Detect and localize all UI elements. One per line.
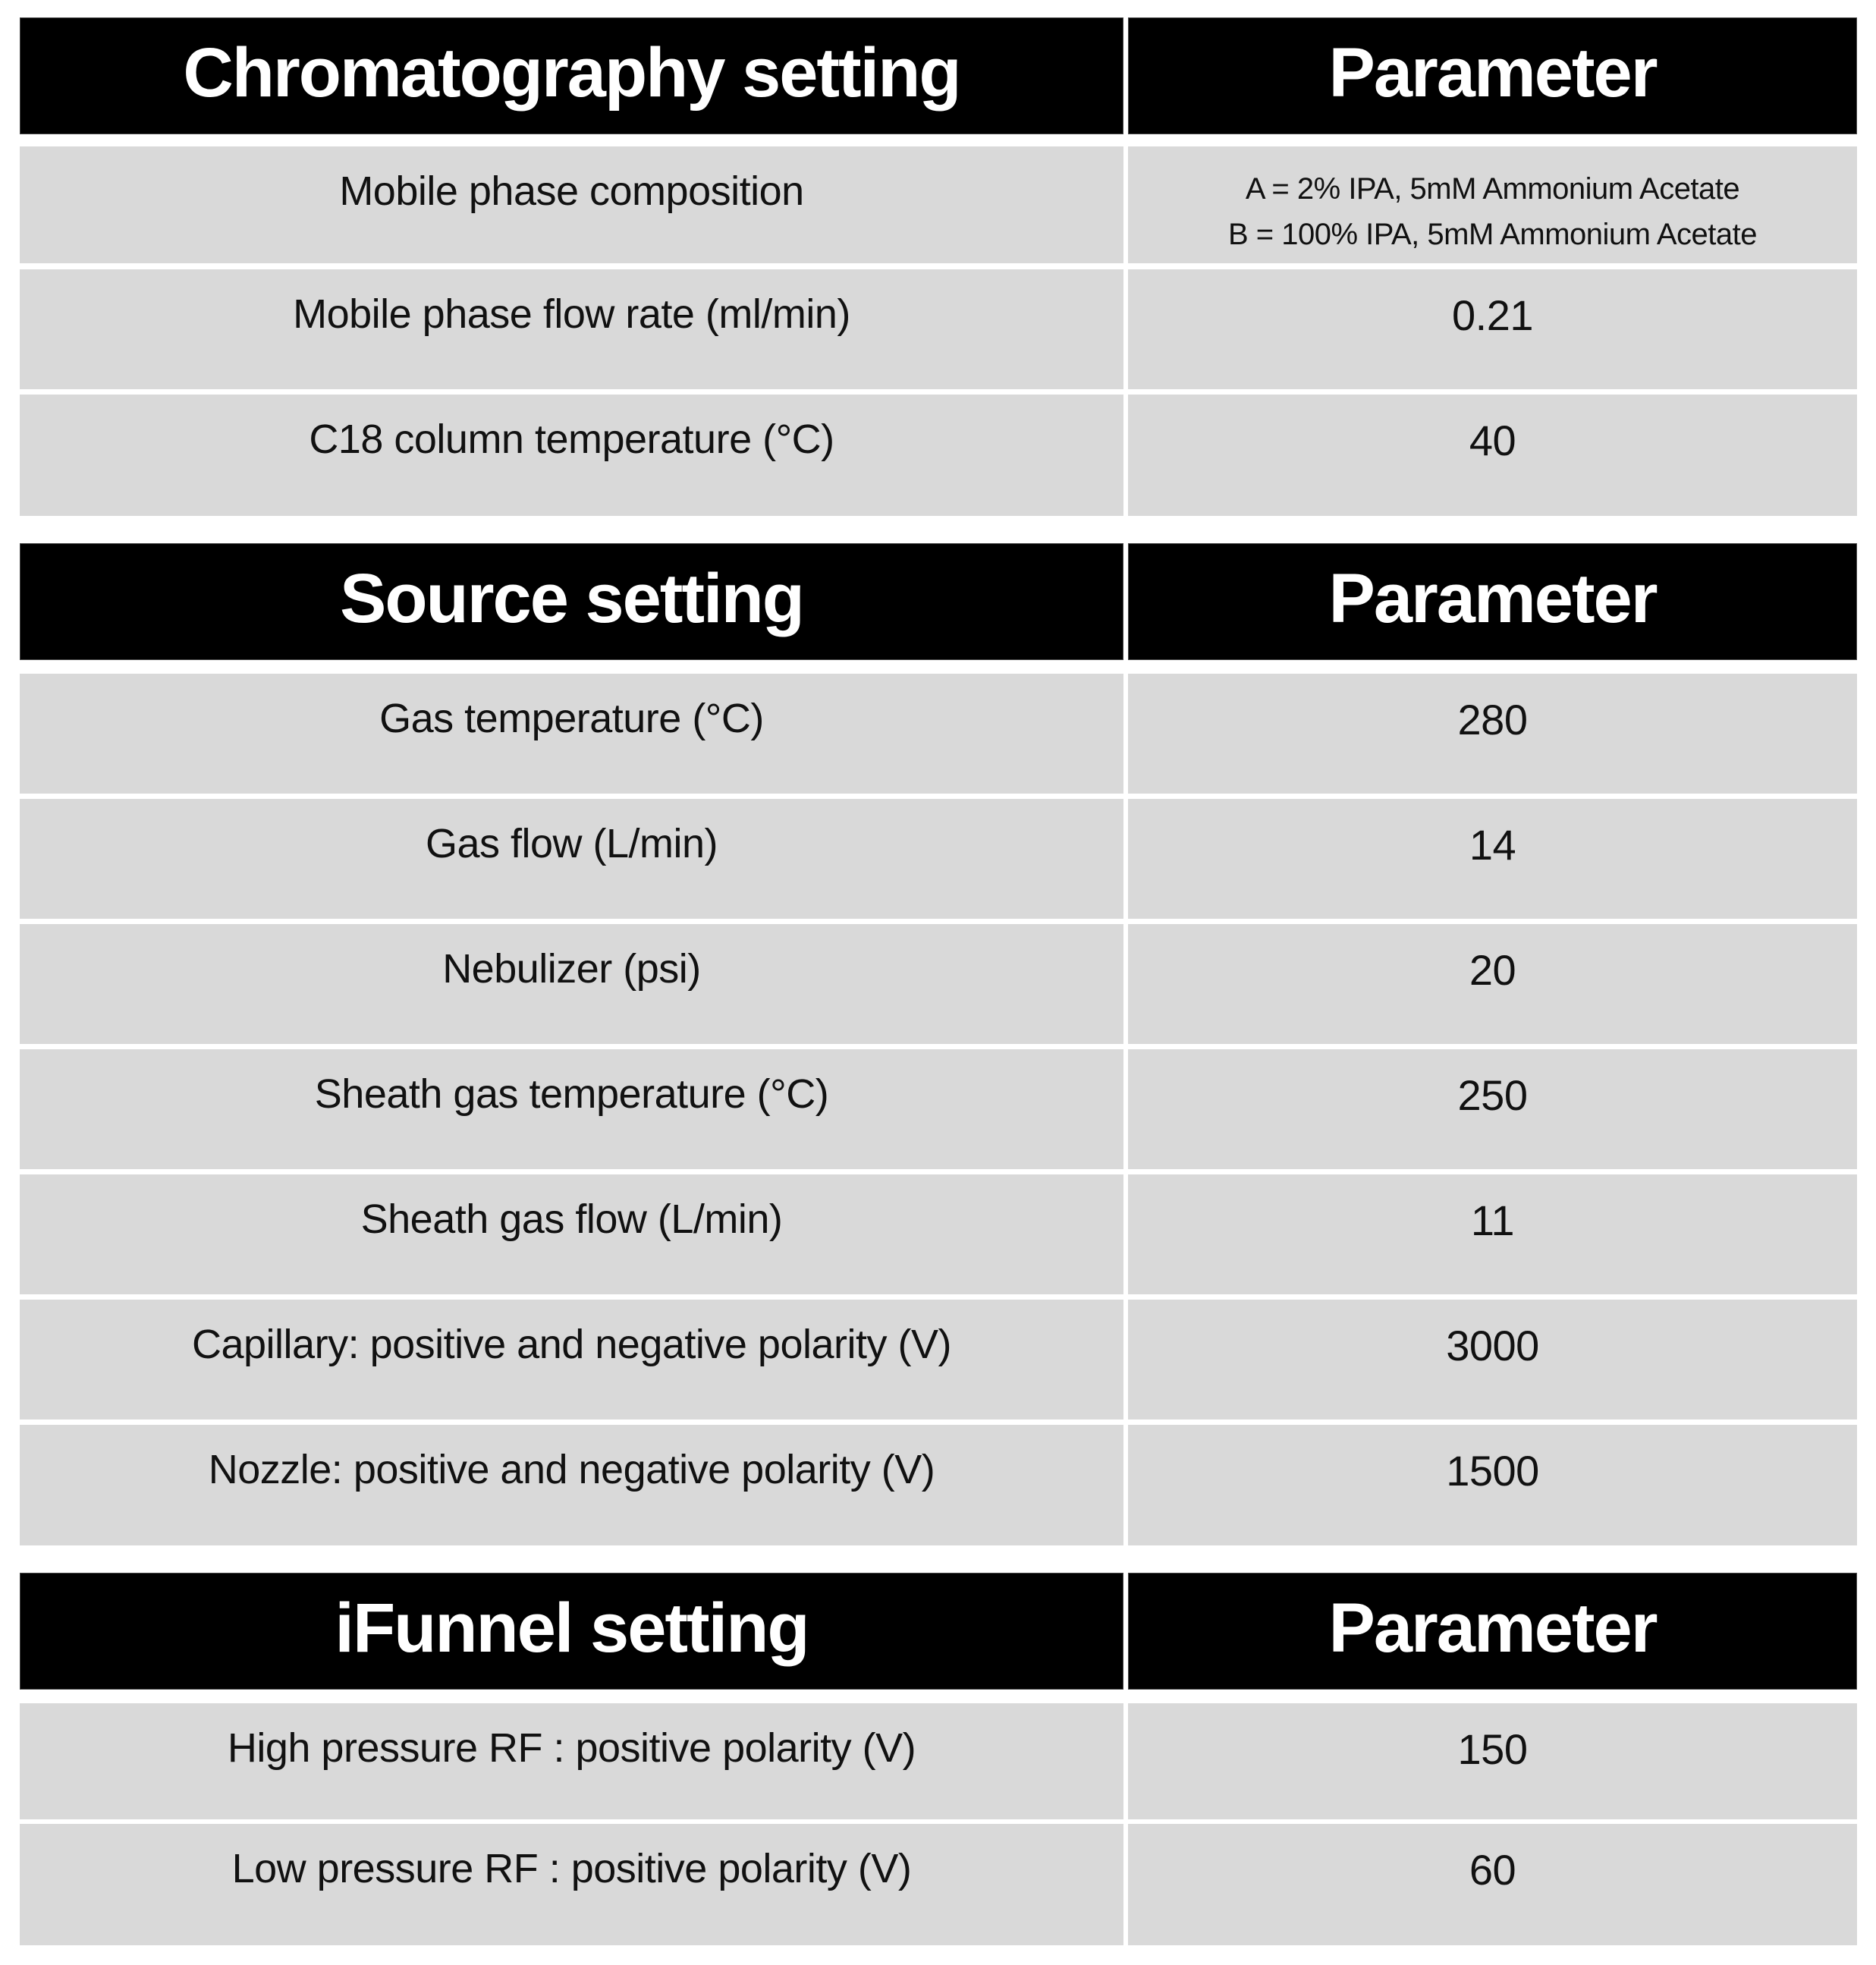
- parameter-value: 150: [1128, 1703, 1857, 1819]
- table-row: [20, 1049, 1857, 1169]
- setting-column-header: iFunnel setting: [20, 1573, 1123, 1690]
- parameter-value: 14: [1128, 799, 1857, 919]
- parameter-value: 280: [1128, 674, 1857, 794]
- section-header: [20, 1573, 1857, 1690]
- setting-label: C18 column temperature (°C): [20, 395, 1123, 516]
- parameter-value: 0.21: [1128, 269, 1857, 389]
- parameter-value: [1128, 146, 1857, 263]
- parameter-column-header: Parameter: [1128, 17, 1857, 134]
- setting-label: Nozzle: positive and negative polarity (V): [20, 1425, 1123, 1545]
- parameter-value: 60: [1128, 1824, 1857, 1945]
- table-row: [20, 799, 1857, 919]
- table-row: [20, 924, 1857, 1044]
- table-row: [20, 395, 1857, 516]
- setting-label: Nebulizer (psi): [20, 924, 1123, 1044]
- table-row: [20, 1300, 1857, 1420]
- setting-label: Sheath gas temperature (°C): [20, 1049, 1123, 1169]
- section-header: [20, 17, 1857, 134]
- setting-label: Gas temperature (°C): [20, 674, 1123, 794]
- chromatography-section: [20, 17, 1857, 516]
- parameter-value: 11: [1128, 1174, 1857, 1294]
- setting-label: Gas flow (L/min): [20, 799, 1123, 919]
- table-row: [20, 1425, 1857, 1545]
- table-row: [20, 1174, 1857, 1294]
- table-row: [20, 146, 1857, 263]
- setting-label: Low pressure RF : positive polarity (V): [20, 1824, 1123, 1945]
- table-row: [20, 674, 1857, 794]
- ifunnel-section: [20, 1573, 1857, 1945]
- value-line-b: B = 100% IPA, 5mM Ammonium Acetate: [1227, 218, 1758, 251]
- section-header: [20, 543, 1857, 660]
- table-row: [20, 269, 1857, 389]
- parameter-value: 3000: [1128, 1300, 1857, 1420]
- table-row: [20, 1703, 1857, 1819]
- table-row: [20, 1824, 1857, 1945]
- value-line-a: A = 2% IPA, 5mM Ammonium Acetate: [1245, 172, 1740, 206]
- setting-label: Capillary: positive and negative polarity (V): [20, 1300, 1123, 1420]
- parameter-value: 250: [1128, 1049, 1857, 1169]
- setting-label: Mobile phase flow rate (ml/min): [20, 269, 1123, 389]
- setting-label: Sheath gas flow (L/min): [20, 1174, 1123, 1294]
- setting-label: High pressure RF : positive polarity (V): [20, 1703, 1123, 1819]
- source-section: [20, 543, 1857, 1545]
- parameter-value: 40: [1128, 395, 1857, 516]
- setting-column-header: Chromatography setting: [20, 17, 1123, 134]
- parameter-value: 20: [1128, 924, 1857, 1044]
- setting-column-header: Source setting: [20, 543, 1123, 660]
- parameter-column-header: Parameter: [1128, 543, 1857, 660]
- parameter-column-header: Parameter: [1128, 1573, 1857, 1690]
- parameter-value: 1500: [1128, 1425, 1857, 1545]
- setting-label: Mobile phase composition: [20, 146, 1123, 263]
